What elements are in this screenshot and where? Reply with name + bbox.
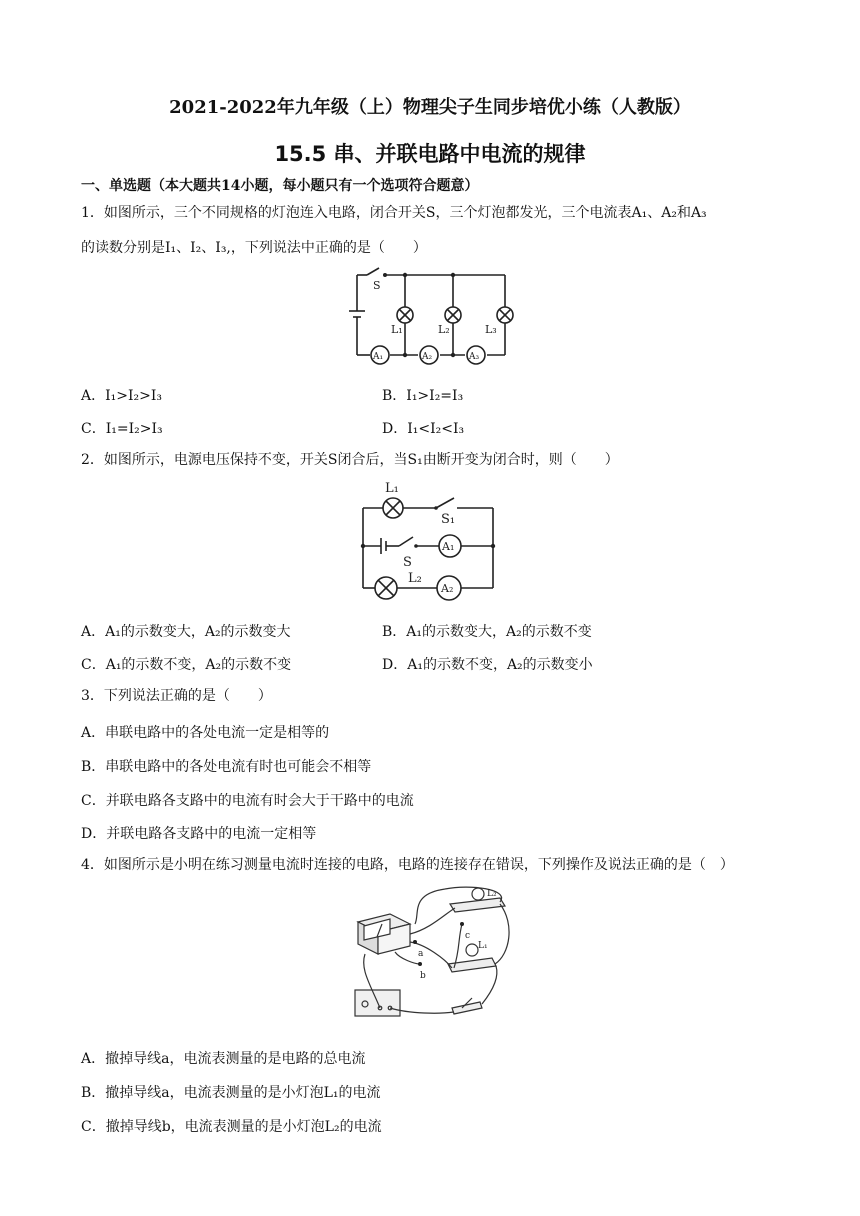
document-title: 2021-2022年九年级（上）物理尖子生同步培优小练（人教版）: [169, 97, 691, 118]
section-heading: 一、单选题（本大题共14小题，每小题只有一个选项符合题意）: [81, 178, 479, 194]
lamp-l2-label: L₂: [487, 889, 497, 899]
question-1-option-b[interactable]: B．I₁>I₂=I₃: [382, 388, 464, 404]
meter-label-1: A₁: [373, 352, 384, 362]
question-2-option-c[interactable]: C．A₁的示数不变，A₂的示数不变: [81, 657, 292, 673]
question-1-line-2: 的读数分别是I₁、I₂、I₃,，下列说法中正确的是（ ）: [81, 240, 427, 256]
question-2-option-a[interactable]: A．A₁的示数变大，A₂的示数变大: [81, 624, 291, 640]
question-4-text: 4．如图所示是小明在练习测量电流时连接的电路，电路的连接存在错误，下列操作及说法正确的是（ ）: [81, 857, 734, 873]
meter-a1-label: A₁: [442, 540, 455, 553]
lamp-label-1: L₁: [391, 323, 403, 336]
lamp-l1-label: L₁: [478, 941, 488, 951]
question-2-option-d[interactable]: D．A₁的示数不变，A₂的示数变小: [382, 657, 593, 673]
circuit-diagram-2: [353, 478, 503, 602]
question-4-option-c[interactable]: C．撤掉导线b，电流表测量的是小灯泡L₂的电流: [81, 1119, 382, 1135]
lamp-l2-label: L₂: [408, 571, 422, 586]
circuit-diagram-1: [345, 265, 515, 365]
switch-s-label: S: [403, 555, 412, 570]
question-2-text: 2．如图所示，电源电压保持不变，开关S闭合后，当S₁由断开变为闭合时，则（ ）: [81, 452, 619, 468]
question-3-text: 3．下列说法正确的是（ ）: [81, 688, 272, 704]
question-1-option-d[interactable]: D．I₁<I₂<I₃: [382, 421, 465, 437]
lamp-label-2: L₂: [438, 323, 450, 336]
question-1-option-c[interactable]: C．I₁=I₂>I₃: [81, 421, 163, 437]
question-3-option-d[interactable]: D．并联电路各支路中的电流一定相等: [81, 826, 317, 842]
lesson-title: 15.5 串、并联电路中电流的规律: [274, 142, 586, 166]
switch-label: S: [373, 279, 381, 292]
lamp-l1-label: L₁: [385, 481, 399, 496]
question-3-option-c[interactable]: C．并联电路各支路中的电流有时会大于干路中的电流: [81, 793, 414, 809]
wire-c-label: c: [465, 931, 471, 941]
lamp-label-3: L₃: [485, 323, 497, 336]
wire-a-label: a: [418, 949, 424, 959]
question-3-option-a[interactable]: A．串联电路中的各处电流一定是相等的: [81, 725, 330, 741]
question-4-option-a[interactable]: A．撤掉导线a，电流表测量的是电路的总电流: [81, 1051, 366, 1067]
question-2-option-b[interactable]: B．A₁的示数变大，A₂的示数不变: [382, 624, 592, 640]
meter-a2-label: A₂: [441, 582, 454, 595]
wiring-illustration: [350, 884, 515, 1020]
meter-label-2: A₂: [422, 352, 433, 362]
wire-b-label: b: [420, 971, 426, 981]
question-1-option-a[interactable]: A．I₁>I₂>I₃: [81, 388, 162, 404]
meter-label-3: A₃: [469, 352, 480, 362]
question-3-option-b[interactable]: B．串联电路中的各处电流有时也可能会不相等: [81, 759, 372, 775]
question-1-line-1: 1．如图所示，三个不同规格的灯泡连入电路，闭合开关S，三个灯泡都发光，三个电流表A₁、A₂和A₃: [81, 205, 707, 221]
switch-s1-label: S₁: [441, 512, 456, 527]
question-4-option-b[interactable]: B．撤掉导线a，电流表测量的是小灯泡L₁的电流: [81, 1085, 381, 1101]
